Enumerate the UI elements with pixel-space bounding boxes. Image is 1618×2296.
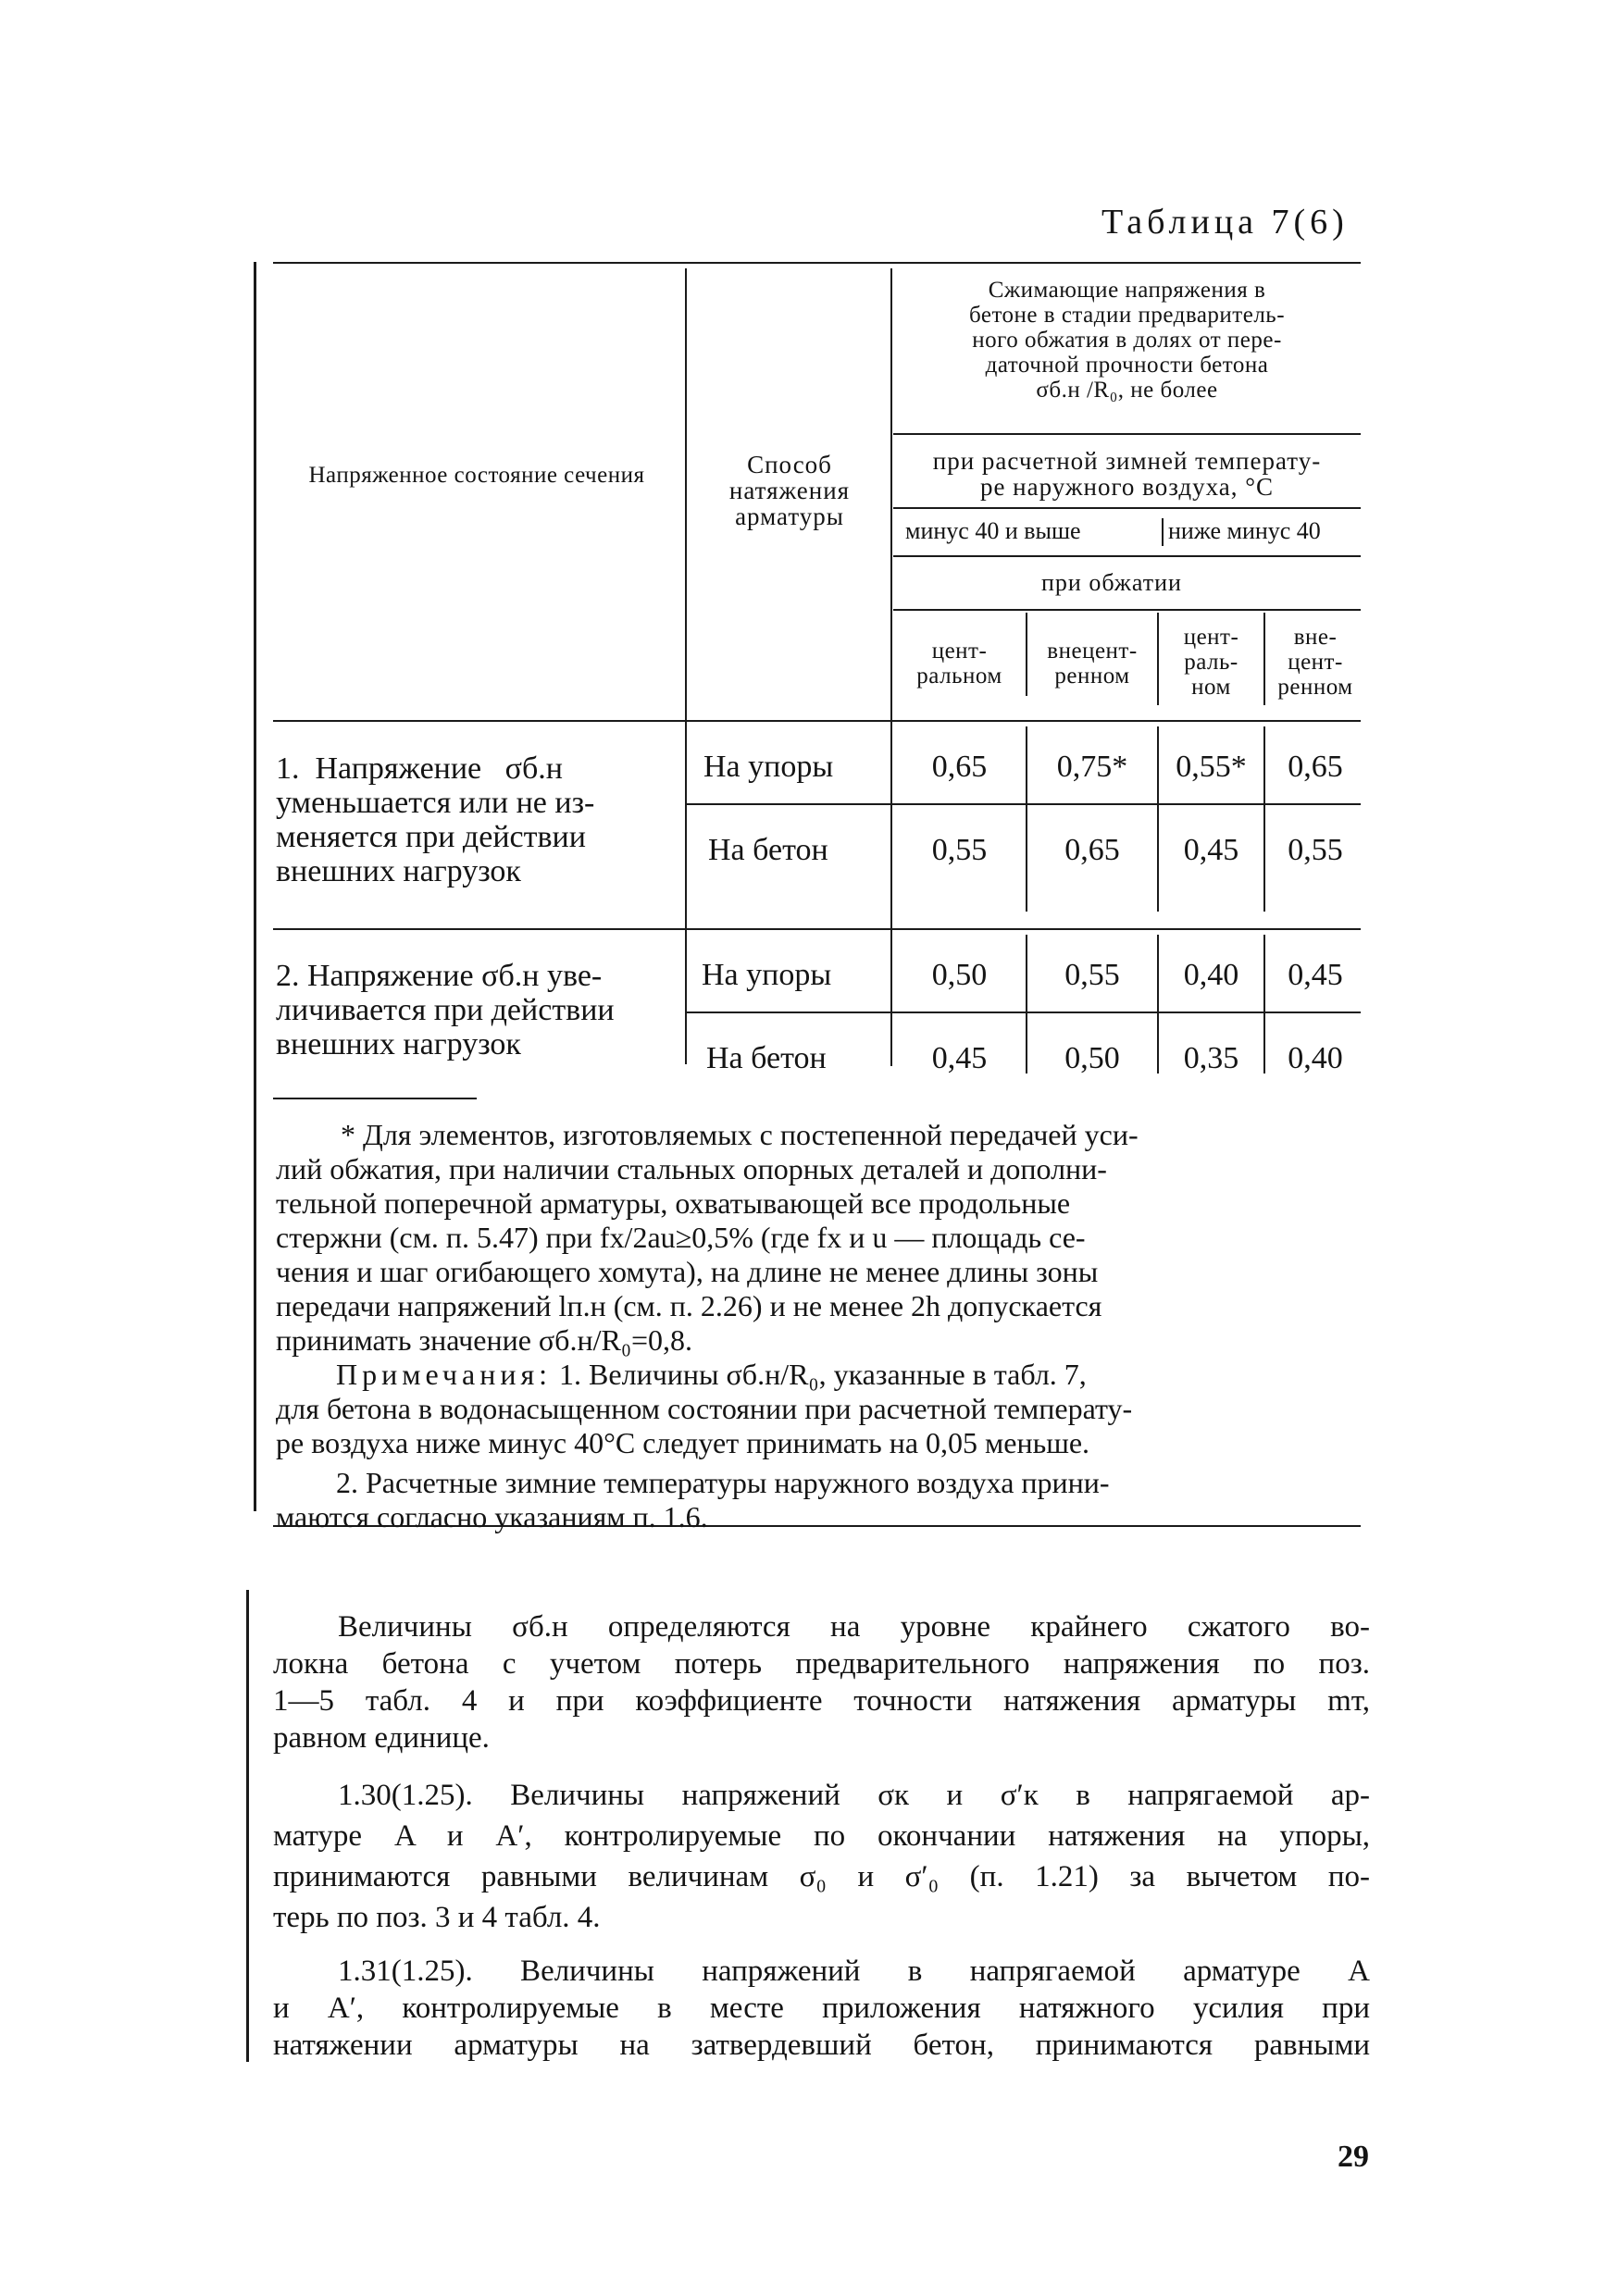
col-divider-state <box>685 268 687 1064</box>
row1-state-line: 1. Напряжение σб.н <box>276 751 563 786</box>
temp-split-divider <box>1162 518 1164 546</box>
header-central-line: ральном <box>916 664 1002 689</box>
row2-state <box>276 959 679 1061</box>
table-cell: 0,75* <box>1056 750 1128 784</box>
table-cell: 0,50 <box>1064 1041 1120 1075</box>
table-cell: 0,35 <box>1183 1041 1239 1075</box>
header-below-minus40: ниже минус 40 <box>1168 517 1321 544</box>
header-method: Способ натяжения арматуры <box>728 451 851 530</box>
paragraph-line: натяжении арматуры на затвердевший бетон, принимаются равными <box>273 2029 1370 2062</box>
row2-state-line: внешних нагрузок <box>276 1027 521 1061</box>
footnote <box>276 1118 1361 1358</box>
header-eccentric-line: внецент- <box>1047 639 1138 664</box>
at-compression-divider <box>893 609 1361 611</box>
row1-method-concrete: На бетон <box>708 833 828 867</box>
row1-method-supports: На упоры <box>703 750 834 784</box>
row1-state-line: уменьшается или не из- <box>276 786 595 820</box>
header-compress-line: ного обжатия в долях от пере- <box>972 328 1282 353</box>
paragraph-line: терь по поз. 3 и 4 табл. 4. <box>273 1901 601 1934</box>
left-margin-rule-2 <box>246 1590 249 2062</box>
page-number: 29 <box>1338 2140 1369 2174</box>
header-eccentric <box>1027 639 1157 689</box>
table-cell: 0,55* <box>1176 750 1247 784</box>
row1-state-line: внешних нагрузок <box>276 854 521 888</box>
header-compress <box>893 278 1361 403</box>
table-cell: 0,40 <box>1288 1041 1343 1075</box>
temp-range-divider <box>893 555 1361 557</box>
row-separator-rule <box>273 928 1361 930</box>
note2-line: маются согласно указаниям п. 1.6. <box>276 1500 708 1533</box>
compress-divider <box>893 433 1361 435</box>
paragraph-line: равном единице. <box>273 1721 490 1755</box>
note2-line: 2. Расчетные зимние температуры наружного воздуха прини- <box>336 1466 1110 1499</box>
row2-split-rule <box>687 1011 1361 1013</box>
paragraph-line: матуре A и A′, контролируемые по окончании натяжения на упоры, <box>273 1819 1370 1853</box>
header-at-compression: при обжатии <box>1041 569 1182 596</box>
header-compress-line: σб.н /R₀, не более <box>1036 378 1218 403</box>
row2-state-line: личивается при действии <box>276 993 615 1027</box>
table-cell: 0,55 <box>931 833 988 867</box>
row2-method-supports: На упоры <box>702 958 832 992</box>
note1-first-line <box>276 1358 1361 1392</box>
table-cell: 0,55 <box>1288 833 1343 867</box>
footnote-line: чения и шаг огибающего хомута), на длине не менее длины зоны <box>276 1255 1099 1288</box>
paragraph-1 <box>273 1608 1370 1756</box>
row2-method-concrete: На бетон <box>706 1041 827 1075</box>
table-cell: 0,65 <box>931 750 988 784</box>
header-temp-line: при расчетной зимней температу- <box>932 447 1322 475</box>
table-cell: 0,45 <box>1288 958 1343 992</box>
header-temp-line: ре наружного воздуха, °С <box>979 473 1275 501</box>
table-cell: 0,40 <box>1183 958 1239 992</box>
col-divider-method <box>890 268 892 1066</box>
footnote-line: передачи напряжений lп.н (см. п. 2.26) и не менее 2h допускается <box>276 1289 1102 1322</box>
notes <box>276 1358 1361 1534</box>
table-title: Таблица 7(6) <box>1101 203 1349 242</box>
paragraph-2 <box>273 1775 1370 1938</box>
footnote-line: стержни (см. п. 5.47) при fx/2au≥0,5% (где fx и u — площадь се- <box>276 1221 1086 1254</box>
row1-split-rule <box>687 803 1361 805</box>
footnote-line: тельной поперечной арматуры, охватывающей все продольные <box>276 1186 1071 1220</box>
footnote-rule <box>273 1098 477 1099</box>
table-top-rule <box>273 262 1361 264</box>
paragraph-line: 1—5 табл. 4 и при коэффициенте точности натяжения арматуры mт, <box>273 1684 1370 1718</box>
header-central2-line: раль- <box>1184 650 1238 675</box>
notes-label: Примечания: <box>336 1358 553 1391</box>
table-cell: 0,45 <box>931 1041 988 1075</box>
paragraph-3 <box>273 1953 1370 2064</box>
header-eccentric2-line: вне- <box>1293 625 1338 650</box>
footnote-line: принимать значение σб.н/R₀=0,8. <box>276 1323 693 1357</box>
row1-state-line: меняется при действии <box>276 820 586 854</box>
header-central2-line: ном <box>1191 675 1231 700</box>
header-temp <box>893 448 1361 500</box>
note1-line: 1. Величины σб.н/R₀, указанные в табл. 7, <box>552 1358 1087 1391</box>
row2-state-line: 2. Напряжение σб.н уве- <box>276 959 603 993</box>
temp-divider <box>893 507 1361 509</box>
row1-state <box>276 751 679 888</box>
header-eccentric2-line: цент- <box>1288 650 1343 675</box>
header-bottom-rule <box>273 720 1361 722</box>
left-margin-rule <box>254 262 256 1511</box>
header-compress-line: даточной прочности бетона <box>985 353 1269 378</box>
paragraph-line: 1.31(1.25). Величины напряжений в напрягаемой арматуре A <box>338 1955 1370 1988</box>
footnote-line: лий обжатия, при наличии стальных опорных деталей и дополни- <box>276 1152 1107 1185</box>
note1-line: ре воздуха ниже минус 40°С следует принимать на 0,05 меньше. <box>276 1426 1090 1459</box>
table-cell: 0,65 <box>1064 833 1120 867</box>
paragraph-line: Величины σб.н определяются на уровне крайнего сжатого во- <box>338 1610 1370 1644</box>
header-eccentric-line: ренном <box>1054 664 1130 689</box>
header-state: Напряженное состояние сечения <box>308 463 645 488</box>
paragraph-line: и A′, контролируемые в месте приложения натяжного усилия при <box>273 1992 1370 2025</box>
paragraph-line: локна бетона с учетом потерь предварительного напряжения по поз. <box>273 1647 1370 1681</box>
header-central2-line: цент- <box>1183 625 1239 650</box>
header-central-line: цент- <box>931 639 988 664</box>
paragraph-line: 1.30(1.25). Величины напряжений σк и σ′к в напрягаемой ар- <box>338 1779 1370 1812</box>
paragraph-line: принимаются равными величинам σ₀ и σ′₀ (п. 1.21) за вычетом по- <box>273 1860 1370 1893</box>
table-cell: 0,50 <box>931 958 988 992</box>
header-central2 <box>1159 625 1263 700</box>
header-eccentric2-line: ренном <box>1277 675 1353 700</box>
table-cell: 0,55 <box>1064 958 1120 992</box>
note1-line: для бетона в водонасыщенном состоянии при расчетной температу- <box>276 1392 1133 1425</box>
header-compress-line: бетоне в стадии предваритель- <box>968 303 1286 328</box>
header-compress-line: Сжимающие напряжения в <box>988 278 1266 303</box>
footnote-line: * Для элементов, изготовляемых с постепенной передачей уси- <box>341 1118 1139 1151</box>
header-central <box>893 639 1026 689</box>
header-eccentric2 <box>1265 625 1365 700</box>
table-cell: 0,45 <box>1183 833 1239 867</box>
table-cell: 0,65 <box>1288 750 1343 784</box>
header-minus40-above: минус 40 и выше <box>905 517 1081 544</box>
